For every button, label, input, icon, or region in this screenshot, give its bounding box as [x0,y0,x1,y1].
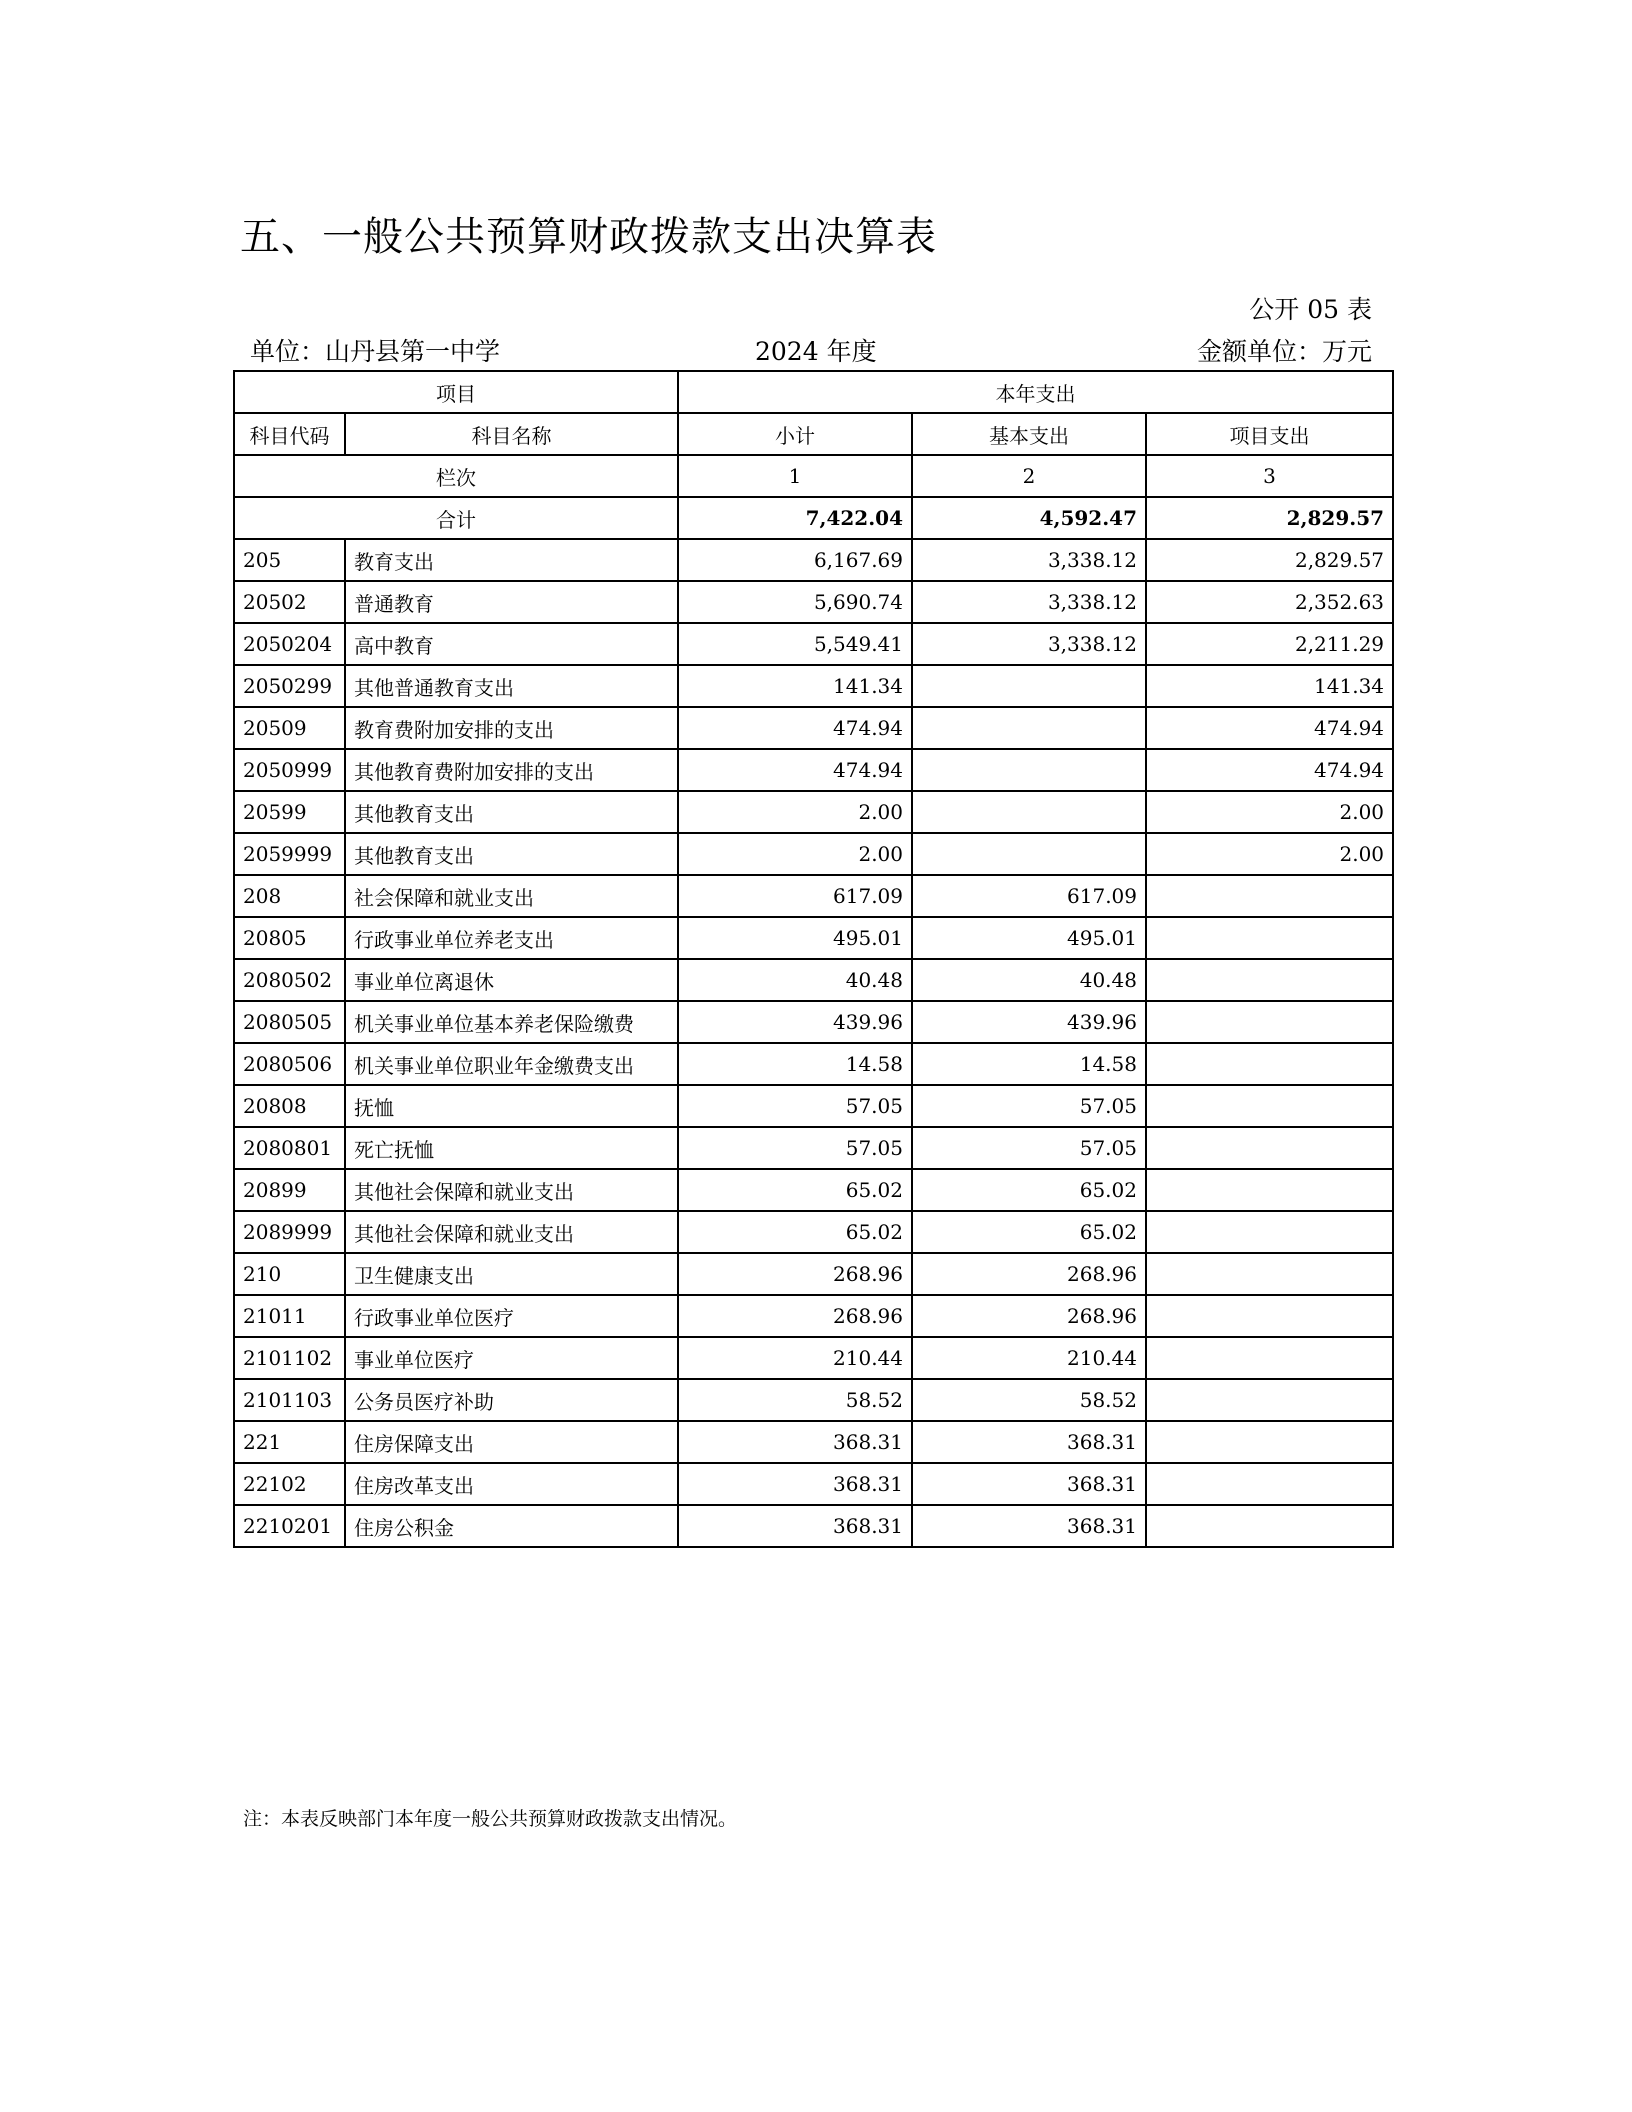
table-row [234,539,1393,581]
total-row [234,497,1393,539]
row-name: 事业单位医疗 [345,1337,678,1379]
row-subtotal: 5,549.41 [678,623,912,665]
row-basic: 57.05 [912,1085,1146,1127]
row-code: 2080506 [234,1043,345,1085]
year-label: 2024 年度 [755,337,877,366]
row-name: 住房公积金 [345,1505,678,1547]
row-project: 474.94 [1146,749,1393,791]
row-code: 2101102 [234,1337,345,1379]
row-name: 公务员医疗补助 [345,1379,678,1421]
row-subtotal: 14.58 [678,1043,912,1085]
row-basic: 210.44 [912,1337,1146,1379]
row-basic: 14.58 [912,1043,1146,1085]
row-code: 22102 [234,1463,345,1505]
row-name: 其他教育支出 [345,833,678,875]
row-basic: 3,338.12 [912,623,1146,665]
row-code: 2050299 [234,665,345,707]
row-name: 普通教育 [345,581,678,623]
row-subtotal: 368.31 [678,1463,912,1505]
row-code: 20808 [234,1085,345,1127]
column-number-2: 2 [912,455,1146,497]
row-subtotal: 439.96 [678,1001,912,1043]
row-subtotal: 2.00 [678,833,912,875]
row-code: 20805 [234,917,345,959]
row-name: 住房保障支出 [345,1421,678,1463]
row-basic [912,833,1146,875]
row-project: 2,829.57 [1146,539,1393,581]
row-code: 221 [234,1421,345,1463]
header-name: 科目名称 [345,413,678,455]
row-project [1146,959,1393,1001]
table-row [234,1463,1393,1505]
row-code: 2210201 [234,1505,345,1547]
table-row [234,1337,1393,1379]
header-item: 项目 [234,371,678,413]
row-name: 其他社会保障和就业支出 [345,1169,678,1211]
header-basic: 基本支出 [912,413,1146,455]
header-current-year: 本年支出 [678,371,1393,413]
row-basic [912,749,1146,791]
column-order-row [234,455,1393,497]
row-subtotal: 617.09 [678,875,912,917]
row-subtotal: 57.05 [678,1085,912,1127]
row-code: 208 [234,875,345,917]
row-name: 机关事业单位基本养老保险缴费 [345,1001,678,1043]
row-basic: 439.96 [912,1001,1146,1043]
column-order-label: 栏次 [234,455,678,497]
row-basic: 368.31 [912,1421,1146,1463]
row-project [1146,1421,1393,1463]
table-row [234,791,1393,833]
row-name: 高中教育 [345,623,678,665]
row-basic: 3,338.12 [912,581,1146,623]
row-subtotal: 5,690.74 [678,581,912,623]
row-code: 2059999 [234,833,345,875]
unit-label: 单位：山丹县第一中学 [250,337,501,366]
row-basic: 65.02 [912,1169,1146,1211]
row-project [1146,1211,1393,1253]
row-basic: 65.02 [912,1211,1146,1253]
meta-row [250,332,1372,364]
header-code: 科目代码 [234,413,345,455]
header-project: 项目支出 [1146,413,1393,455]
row-name: 住房改革支出 [345,1463,678,1505]
table-row [234,665,1393,707]
total-basic: 4,592.47 [912,497,1146,539]
row-project [1146,1169,1393,1211]
row-subtotal: 268.96 [678,1295,912,1337]
table-row [234,1001,1393,1043]
row-project [1146,1379,1393,1421]
row-subtotal: 368.31 [678,1421,912,1463]
row-name: 抚恤 [345,1085,678,1127]
table-row [234,1127,1393,1169]
header-row-2 [234,413,1393,455]
row-basic: 617.09 [912,875,1146,917]
row-name: 其他教育支出 [345,791,678,833]
row-basic: 495.01 [912,917,1146,959]
form-number: 公开 05 表 [1249,295,1372,324]
table-row [234,581,1393,623]
expenditure-table [233,370,1394,1548]
row-subtotal: 474.94 [678,707,912,749]
row-name: 教育费附加安排的支出 [345,707,678,749]
row-name: 死亡抚恤 [345,1127,678,1169]
table-row [234,1295,1393,1337]
table-row [234,1211,1393,1253]
page-title: 五、一般公共预算财政拨款支出决算表 [240,214,937,260]
row-name: 其他教育费附加安排的支出 [345,749,678,791]
row-subtotal: 474.94 [678,749,912,791]
row-code: 20599 [234,791,345,833]
row-code: 2050204 [234,623,345,665]
row-name: 事业单位离退休 [345,959,678,1001]
row-project [1146,1085,1393,1127]
row-code: 210 [234,1253,345,1295]
row-subtotal: 268.96 [678,1253,912,1295]
row-project: 2,352.63 [1146,581,1393,623]
row-project [1146,1463,1393,1505]
row-project: 2.00 [1146,833,1393,875]
row-project [1146,1337,1393,1379]
table-row [234,1421,1393,1463]
row-basic: 40.48 [912,959,1146,1001]
table-row [234,833,1393,875]
row-project [1146,875,1393,917]
row-code: 2080502 [234,959,345,1001]
row-code: 2080505 [234,1001,345,1043]
row-subtotal: 58.52 [678,1379,912,1421]
row-name: 行政事业单位养老支出 [345,917,678,959]
row-code: 2101103 [234,1379,345,1421]
row-project: 141.34 [1146,665,1393,707]
row-subtotal: 57.05 [678,1127,912,1169]
header-subtotal: 小计 [678,413,912,455]
row-name: 行政事业单位医疗 [345,1295,678,1337]
row-code: 21011 [234,1295,345,1337]
table-row [234,1505,1393,1547]
table-row [234,749,1393,791]
row-code: 2080801 [234,1127,345,1169]
row-subtotal: 141.34 [678,665,912,707]
row-project [1146,1001,1393,1043]
footnote: 注：本表反映部门本年度一般公共预算财政拨款支出情况。 [243,1808,738,1830]
row-basic [912,665,1146,707]
row-project [1146,1127,1393,1169]
row-project [1146,917,1393,959]
row-code: 20502 [234,581,345,623]
row-subtotal: 40.48 [678,959,912,1001]
row-project [1146,1253,1393,1295]
row-code: 2050999 [234,749,345,791]
row-project: 2.00 [1146,791,1393,833]
row-basic: 57.05 [912,1127,1146,1169]
row-basic: 368.31 [912,1505,1146,1547]
row-subtotal: 6,167.69 [678,539,912,581]
row-subtotal: 368.31 [678,1505,912,1547]
row-basic: 3,338.12 [912,539,1146,581]
row-project: 474.94 [1146,707,1393,749]
row-subtotal: 495.01 [678,917,912,959]
row-name: 其他普通教育支出 [345,665,678,707]
total-subtotal: 7,422.04 [678,497,912,539]
row-name: 机关事业单位职业年金缴费支出 [345,1043,678,1085]
row-subtotal: 65.02 [678,1211,912,1253]
row-name: 其他社会保障和就业支出 [345,1211,678,1253]
total-project: 2,829.57 [1146,497,1393,539]
row-code: 20509 [234,707,345,749]
header-row-1 [234,371,1393,413]
table-row [234,623,1393,665]
row-basic: 368.31 [912,1463,1146,1505]
row-basic: 58.52 [912,1379,1146,1421]
table-row [234,1253,1393,1295]
row-subtotal: 65.02 [678,1169,912,1211]
row-basic: 268.96 [912,1253,1146,1295]
row-code: 205 [234,539,345,581]
table-row [234,1043,1393,1085]
column-number-3: 3 [1146,455,1393,497]
row-project [1146,1505,1393,1547]
row-name: 社会保障和就业支出 [345,875,678,917]
money-unit-label: 金额单位：万元 [1196,337,1372,366]
row-basic [912,791,1146,833]
table-row [234,917,1393,959]
total-label: 合计 [234,497,678,539]
table-row [234,875,1393,917]
column-number-1: 1 [678,455,912,497]
row-project: 2,211.29 [1146,623,1393,665]
row-basic [912,707,1146,749]
row-name: 卫生健康支出 [345,1253,678,1295]
table-row [234,1379,1393,1421]
table-row [234,1085,1393,1127]
table-row [234,959,1393,1001]
row-subtotal: 210.44 [678,1337,912,1379]
row-code: 20899 [234,1169,345,1211]
table-row [234,1169,1393,1211]
table-row [234,707,1393,749]
row-subtotal: 2.00 [678,791,912,833]
row-name: 教育支出 [345,539,678,581]
row-project [1146,1043,1393,1085]
row-basic: 268.96 [912,1295,1146,1337]
row-code: 2089999 [234,1211,345,1253]
row-project [1146,1295,1393,1337]
